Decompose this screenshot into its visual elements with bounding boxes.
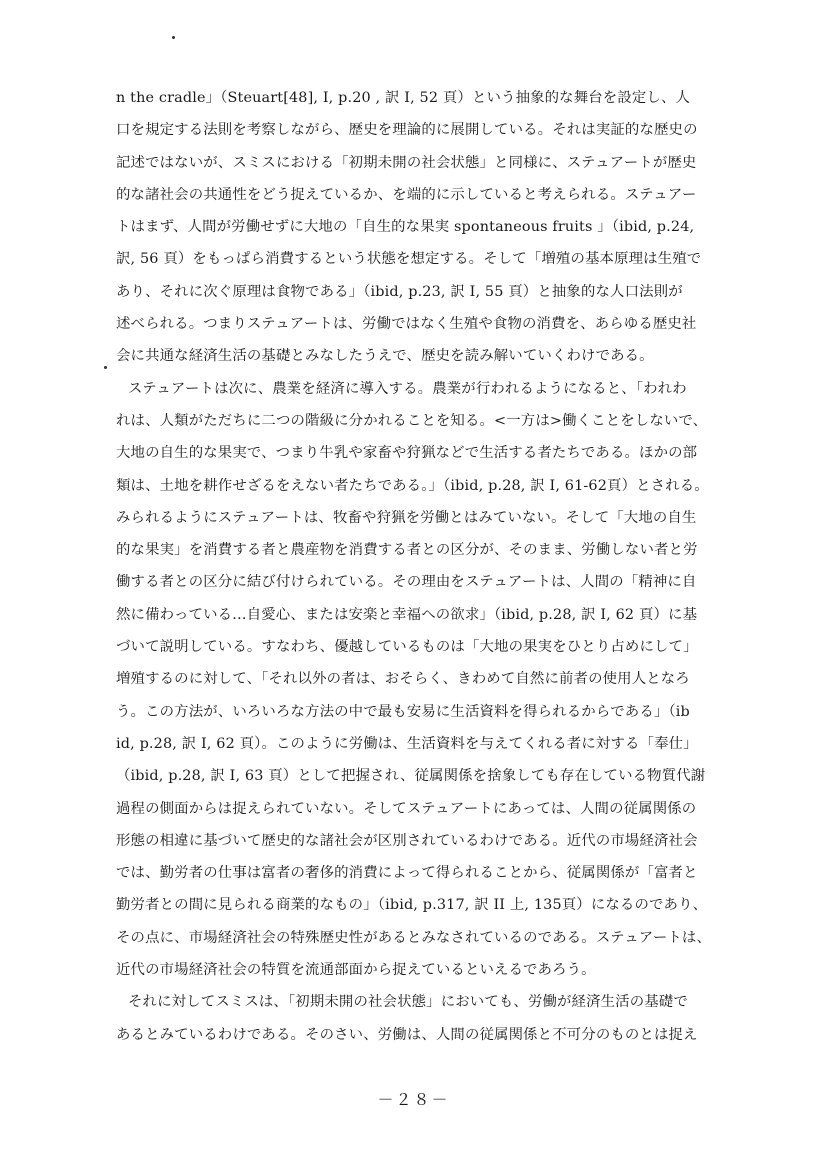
text-line: 記述ではないが、スミスにおける「初期未開の社会状態」と同様に、ステュアートが歴史 [116,154,697,171]
text-line: れは、人類がただちに二つの階級に分かれることを知る。<一方は>働くことをしないで、 [116,412,708,429]
text-line: トはまず、人間が労働せずに大地の「自生的な果実 spontaneous fruits 」（ibid, p.24, [116,219,695,236]
text-line: 訳, 56 頁）をもっぱら消費するという状態を想定する。そして「増殖の基本原理は生殖で [116,251,702,268]
text-line: （ibid, p.28, 訳 I, 63 頁）として把握され、従属関係を捨象しても存在している物質代謝 [116,768,706,785]
text-line: 大地の自生的な果実で、つまり牛乳や家畜や狩猟などで生活する者たちである。ほかの部 [116,445,698,462]
text-line: それに対してスミスは、「初期未開の社会状態」においても、労働が経済生活の基礎で [128,994,688,1011]
text-line: その点に、市場経済社会の特殊歴史性があるとみなされているのである。ステュアートは、 [116,929,712,946]
page-number: －２８－ [377,1090,450,1109]
body-text [116,82,728,1051]
text-line: ステュアートは次に、農業を経済に導入する。農業が行われるようになると、「われわ [128,380,687,397]
text-line: あるとみているわけである。そのさい、労働は、人間の従属関係と不可分のものとは捉え [116,1026,698,1043]
text-line: 働する者との区分に結び付けられている。その理由をステュアートは、人間の「精神に自 [116,574,697,591]
margin-dot [104,366,107,369]
text-line: id, p.28, 訳 I, 62 頁）。このように労働は、生活資料を与えてくれる者に対する「奉仕」 [116,735,698,752]
text-line: う。この方法が、いろいろな方法の中で最も安易に生活資料を得られるからである」（ib [116,703,690,720]
text-line: 口を規定する法則を考察しながら、歴史を理論的に展開している。それは実証的な歴史の [116,122,698,139]
text-line: 過程の側面からは捉えられていない。そしてステュアートにあっては、人間の従属関係の [116,800,697,817]
text-line: 的な果実」を消費する者と農産物を消費する者との区分が、そのまま、労働しない者と労 [116,542,698,559]
text-line: 増殖するのに対して、「それ以外の者は、おそらく、きわめて自然に前者の使用人となろ [116,671,690,688]
text-line: 会に共通な経済生活の基礎とみなしたうえで、歴史を読み解いていくわけである。 [116,348,654,365]
text-line: では、勤労者の仕事は富者の奢侈的消費によって得られることから、従属関係が「富者と [116,865,698,882]
text-line: 然に備わっている…自愛心、または安楽と幸福への欲求」（ibid, p.28, 訳 I, 62 頁）に基 [116,606,698,623]
text-line: あり、それに次ぐ原理は食物である」（ibid, p.23, 訳 I, 55 頁）と抽象的な人口法則が [116,283,683,300]
text-line: 近代の市場経済社会の特質を流通部面から捉えているといえるであろう。 [116,962,596,979]
scan-speck [172,36,175,39]
text-line: 述べられる。つまりステュアートは、労働ではなく生殖や食物の消費を、あらゆる歴史社 [116,316,697,333]
text-line: 形態の相違に基づいて歴史的な諸社会が区別されているわけである。近代の市場経済社会 [116,832,698,849]
text-line: n the cradle」（Steuart[48], I, p.20 , 訳 I, 52 頁）という抽象的な舞台を設定し、人 [116,90,691,106]
text-line: 勤労者との間に見られる商業的なもの」（ibid, p.317, 訳 II 上, 135頁）になるのであり、 [116,897,708,914]
text-line: 類は、土地を耕作せざるをえない者たちである。」（ibid, p.28, 訳 I, 61-62頁）とされる。 [116,477,709,494]
text-line: 的な諸社会の共通性をどう捉えているか、を端的に示していると考えられる。ステュアー [116,186,697,203]
text-line: づいて説明している。すなわち、優越しているものは「大地の果実をひとり占めにして」 [116,639,698,656]
text-line: みられるようにステュアートは、牧畜や狩猟を労働とはみていない。そして「大地の自生 [116,509,697,526]
